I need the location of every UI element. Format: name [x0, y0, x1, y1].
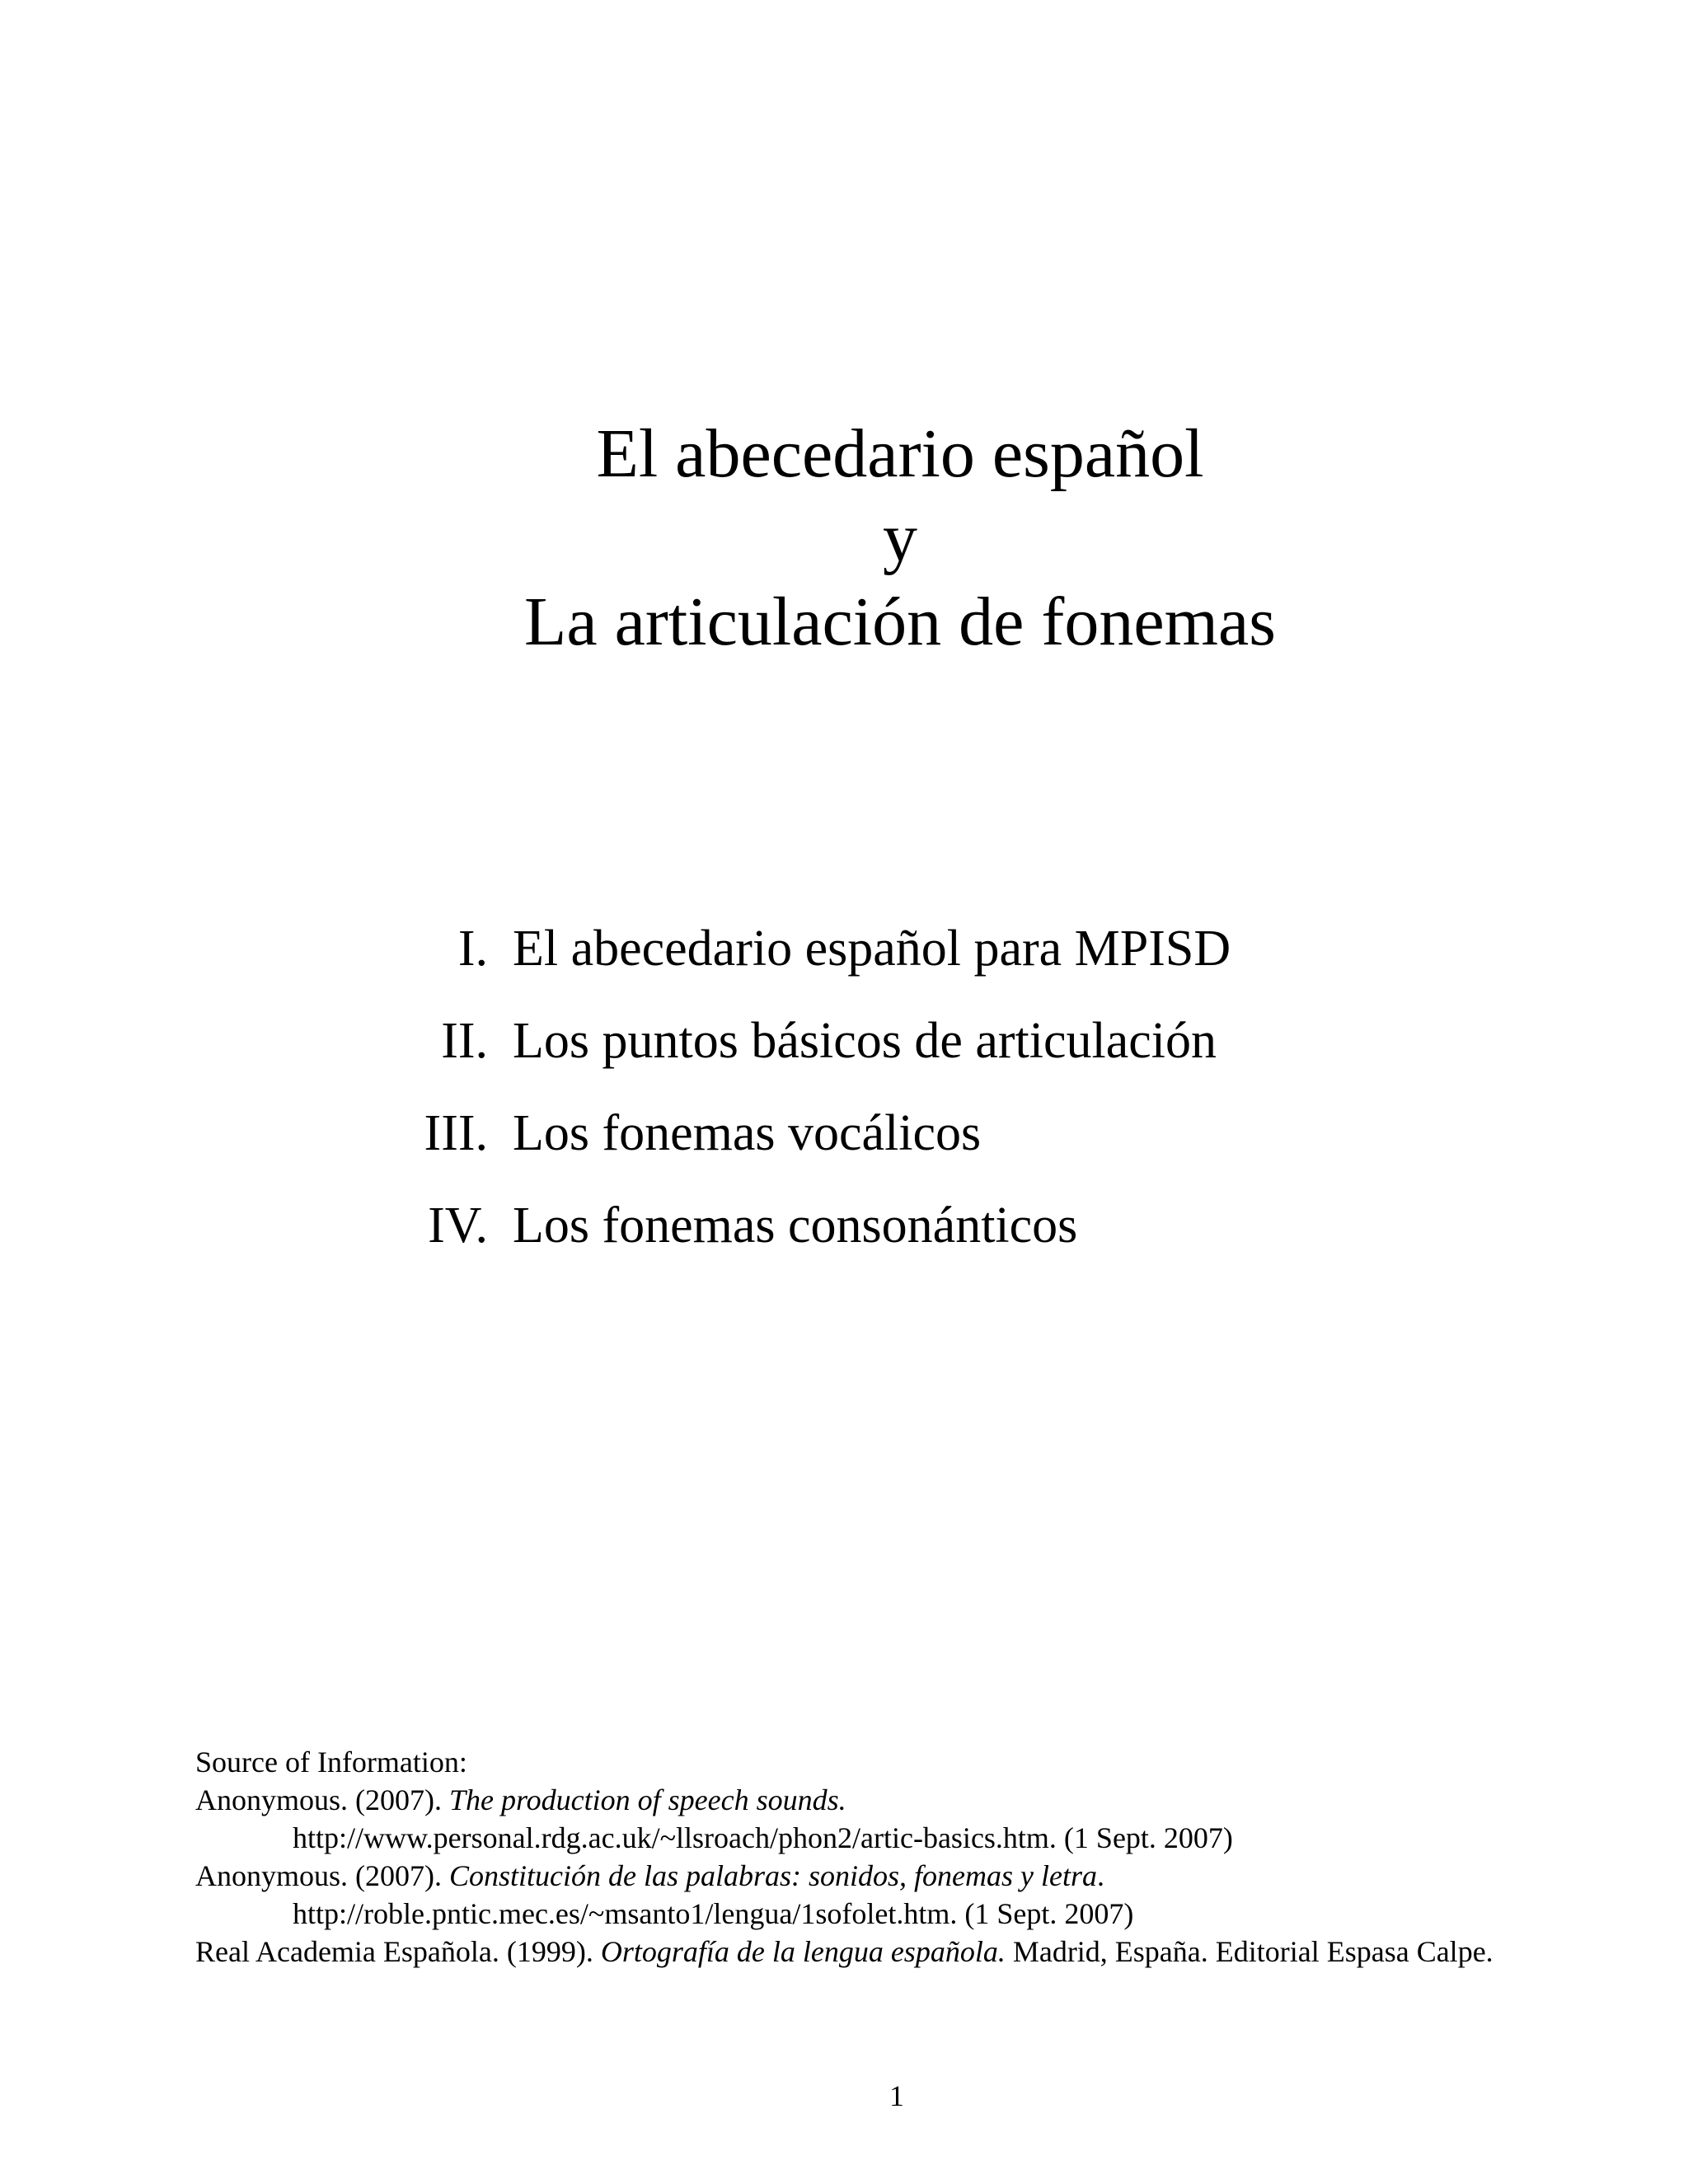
document-title [0, 412, 1688, 664]
toc-item [363, 1179, 1352, 1272]
toc-item-number: I. [457, 921, 488, 977]
title-line-2: y [883, 499, 917, 576]
reference-author: Anonymous. (2007). [195, 1783, 449, 1816]
toc-item-text: Los fonemas consonánticos [513, 1197, 1078, 1254]
toc-item-number: III. [424, 1105, 488, 1161]
title-line-3: La articulación de fonemas [524, 583, 1276, 660]
reference-author: Anonymous. (2007). [195, 1859, 449, 1892]
toc-item-text: Los fonemas vocálicos [513, 1105, 982, 1161]
reference-title: Constitución de las palabras: sonidos, fonemas y letra [449, 1859, 1097, 1892]
toc-item-number: IV. [428, 1197, 488, 1254]
reference-entry [195, 1781, 1547, 1857]
toc-item-text: Los puntos básicos de articulación [513, 1013, 1217, 1069]
reference-url: http://roble.pntic.mec.es/~msanto1/lengua/1sofolet.htm. (1 Sept. 2007) [293, 1897, 1134, 1930]
reference-title: The production of speech sounds. [449, 1783, 846, 1816]
toc-item-number: II. [441, 1013, 488, 1069]
toc-item [363, 995, 1352, 1087]
reference-punctuation: . [1097, 1859, 1104, 1892]
reference-entry [195, 1857, 1547, 1933]
reference-title: Ortografía de la lengua española. [600, 1935, 1006, 1968]
table-of-contents [363, 902, 1352, 1272]
sources-heading: Source of Information: [195, 1746, 467, 1779]
toc-item [363, 902, 1352, 995]
toc-item-text: El abecedario español para MPISD [513, 921, 1231, 977]
reference-url: http://www.personal.rdg.ac.uk/~llsroach/phon2/artic-basics.htm. (1 Sept. 2007) [293, 1821, 1233, 1854]
reference-publisher: Madrid, España. Editorial Espasa Calpe. [1005, 1935, 1493, 1968]
sources-section [195, 1743, 1547, 1971]
page-number: 1 [889, 2079, 904, 2112]
title-line-1: El abecedario español [596, 415, 1204, 492]
reference-entry [195, 1933, 1547, 1971]
reference-author: Real Academia Española. (1999). [195, 1935, 601, 1968]
toc-item [363, 1087, 1352, 1179]
